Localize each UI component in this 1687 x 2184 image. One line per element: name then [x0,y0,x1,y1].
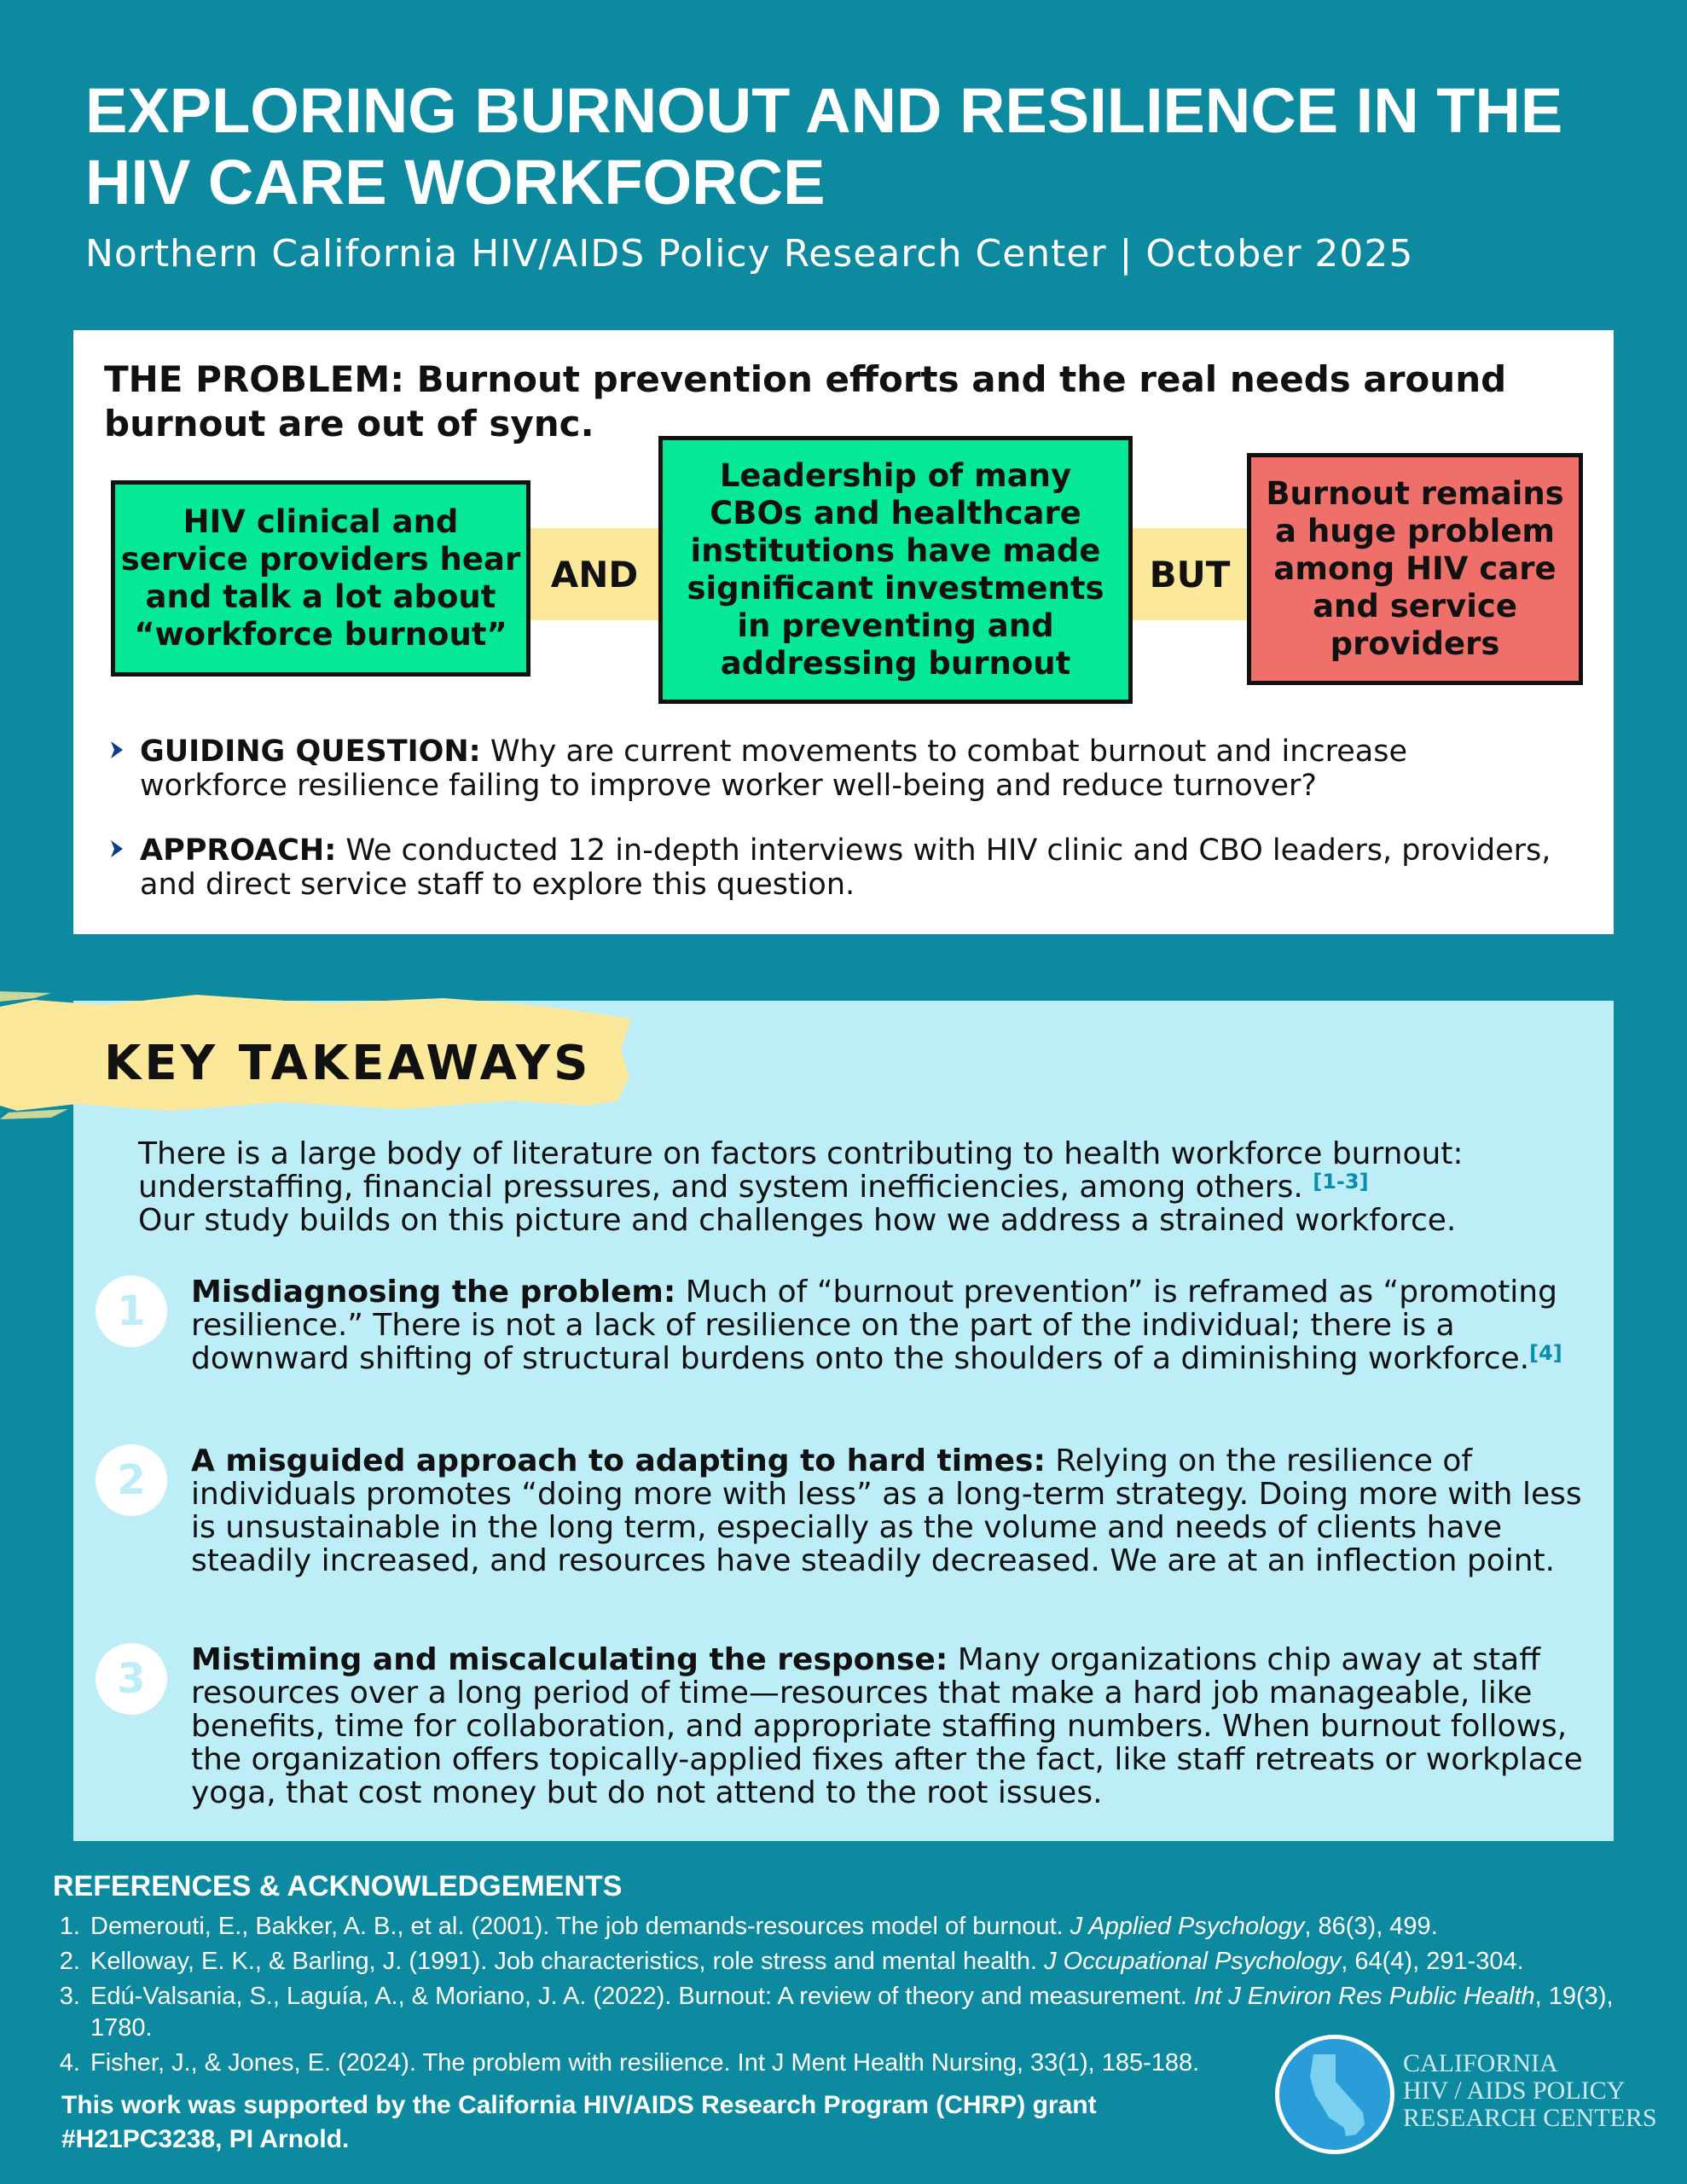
takeaway-3-label: Mistiming and miscalculating the response: [191,1642,948,1677]
reference-tail: , 86(3), 499. [1304,1913,1438,1940]
intro-text-b: Our study builds on this picture and challenges how we address a strained workforce. [138,1203,1457,1238]
takeaway-1-citation: [4] [1529,1341,1562,1365]
problem-box-leadership [658,436,1133,704]
takeaway-2 [117,1443,1598,1578]
takeaway-1 [117,1275,1598,1376]
problem-heading: THE PROBLEM: Burnout prevention efforts and the real needs around burnout are out of sync. [104,358,1507,444]
page-subtitle: Northern California HIV/AIDS Policy Research Center | October 2025 [85,232,1414,276]
key-takeaways-heading: KEY TAKEAWAYS [104,1036,592,1091]
problem-box-providers-text: HIV clinical and service providers hear and talk a lot about “workforce burnout” [120,503,521,653]
references-heading: REFERENCES & ACKNOWLEDGEMENTS [53,1870,623,1902]
takeaway-3-text: Many organizations chip away at staff resources over a long period of time—resources that make a hard job manageable, like benefits, time for collaboration, and appropriate staffing numbers. When burnout follows, the organization offers topically-applied fixes after the fact, like staff retreats or workplace yoga, that cost money but do not attend to the root issues. [191,1642,1583,1810]
reference-text: Fisher, J., & Jones, E. (2024). The problem with resilience. Int J Ment Health Nursing, 33(1), 185-188. [90,2049,1200,2077]
logo-line-1: CALIFORNIA [1403,2049,1558,2077]
takeaway-number-3: 3 [96,1643,167,1715]
reference-item [87,1946,1665,1978]
chrp-logo [1275,2035,1684,2163]
reference-text: Kelloway, E. K., & Barling, J. (1991). Job characteristics, role stress and mental health. [90,1948,1045,1975]
takeaway-number-1: 1 [96,1275,167,1347]
problem-box-burnout [1247,453,1583,685]
chevron-right-icon [109,740,125,760]
problem-box-leadership-text: Leadership of many CBOs and healthcare institutions have made significant investments in preventing and addressing burnout [687,457,1104,682]
takeaway-number-2: 2 [96,1444,167,1516]
guiding-question-label: GUIDING QUESTION: [140,735,481,769]
reference-text: Edú-Valsania, S., Laguía, A., & Moriano, J. A. (2022). Burnout: A review of theory and measurement. [90,1983,1194,2010]
reference-text: Demerouti, E., Bakker, A. B., et al. (2001). The job demands-resources model of burnout. [90,1913,1070,1940]
and-label: AND [550,553,639,595]
takeaway-3 [117,1642,1598,1810]
page-title: EXPLORING BURNOUT AND RESILIENCE IN THE HIV CARE WORKFORCE [85,75,1563,218]
logo-line-2: HIV / AIDS POLICY [1403,2077,1626,2105]
logo-wordmark [1403,2050,1657,2132]
intro-citation: [1-3] [1313,1170,1369,1194]
key-takeaways-card [73,1001,1614,1841]
approach [140,834,1556,902]
reference-journal: J Applied Psychology [1070,1913,1305,1940]
takeaway-1-label: Misdiagnosing the problem: [191,1275,676,1310]
reference-tail: , 64(4), 291-304. [1341,1948,1524,1975]
guiding-question [140,735,1556,803]
problem-box-burnout-text: Burnout remains a huge problem among HIV care and service providers [1266,475,1564,662]
logo-line-3: RESEARCH CENTERS [1403,2104,1657,2132]
and-connector [530,528,658,620]
chevron-right-icon [109,839,125,859]
reference-item [87,1911,1665,1943]
takeaway-2-label: A misguided approach to adapting to hard times: [191,1443,1046,1478]
acknowledgement: This work was supported by the California HIV/AIDS Research Program (CHRP) grant #H21PC3238, PI Arnold. [61,2091,1097,2153]
problem-box-providers [111,480,530,677]
reference-item [87,2048,1284,2079]
california-map-icon [1275,2035,1394,2154]
reference-journal: Int J Environ Res Public Health [1193,1983,1535,2010]
problem-card [73,330,1614,934]
but-label: BUT [1149,553,1231,595]
takeaway-2-text: Relying on the resilience of individuals promotes “doing more with less” as a long-term strategy. Doing more with less is unsustainable in the long term, especially as the volume and needs of clients have steadily increased, and resources have steadily decreased. We are at an inflection point. [191,1443,1582,1578]
guiding-question-text: Why are current movements to combat burnout and increase workforce resilience failing to improve worker well-being and reduce turnover? [140,735,1408,803]
takeaways-intro [138,1137,1580,1237]
takeaway-1-text: Much of “burnout prevention” is reframed as “promoting resilience.” There is not a lack of resilience on the part of the individual; there is a downward shifting of structural burdens onto the shoulders of a diminishing workforce. [191,1275,1557,1376]
intro-text-a: There is a large body of literature on factors contributing to health workforce burnout: understaffing, financial pressures, and system inefficiencies, among others. [138,1136,1464,1205]
reference-journal: J Occupational Psychology [1044,1948,1342,1975]
approach-text: We conducted 12 in-depth interviews with HIV clinic and CBO leaders, providers, and direct service staff to explore this question. [140,834,1551,902]
approach-label: APPROACH: [140,834,337,868]
reference-tail: , 19(3), 1780. [90,1983,1614,2042]
but-connector [1133,528,1247,620]
